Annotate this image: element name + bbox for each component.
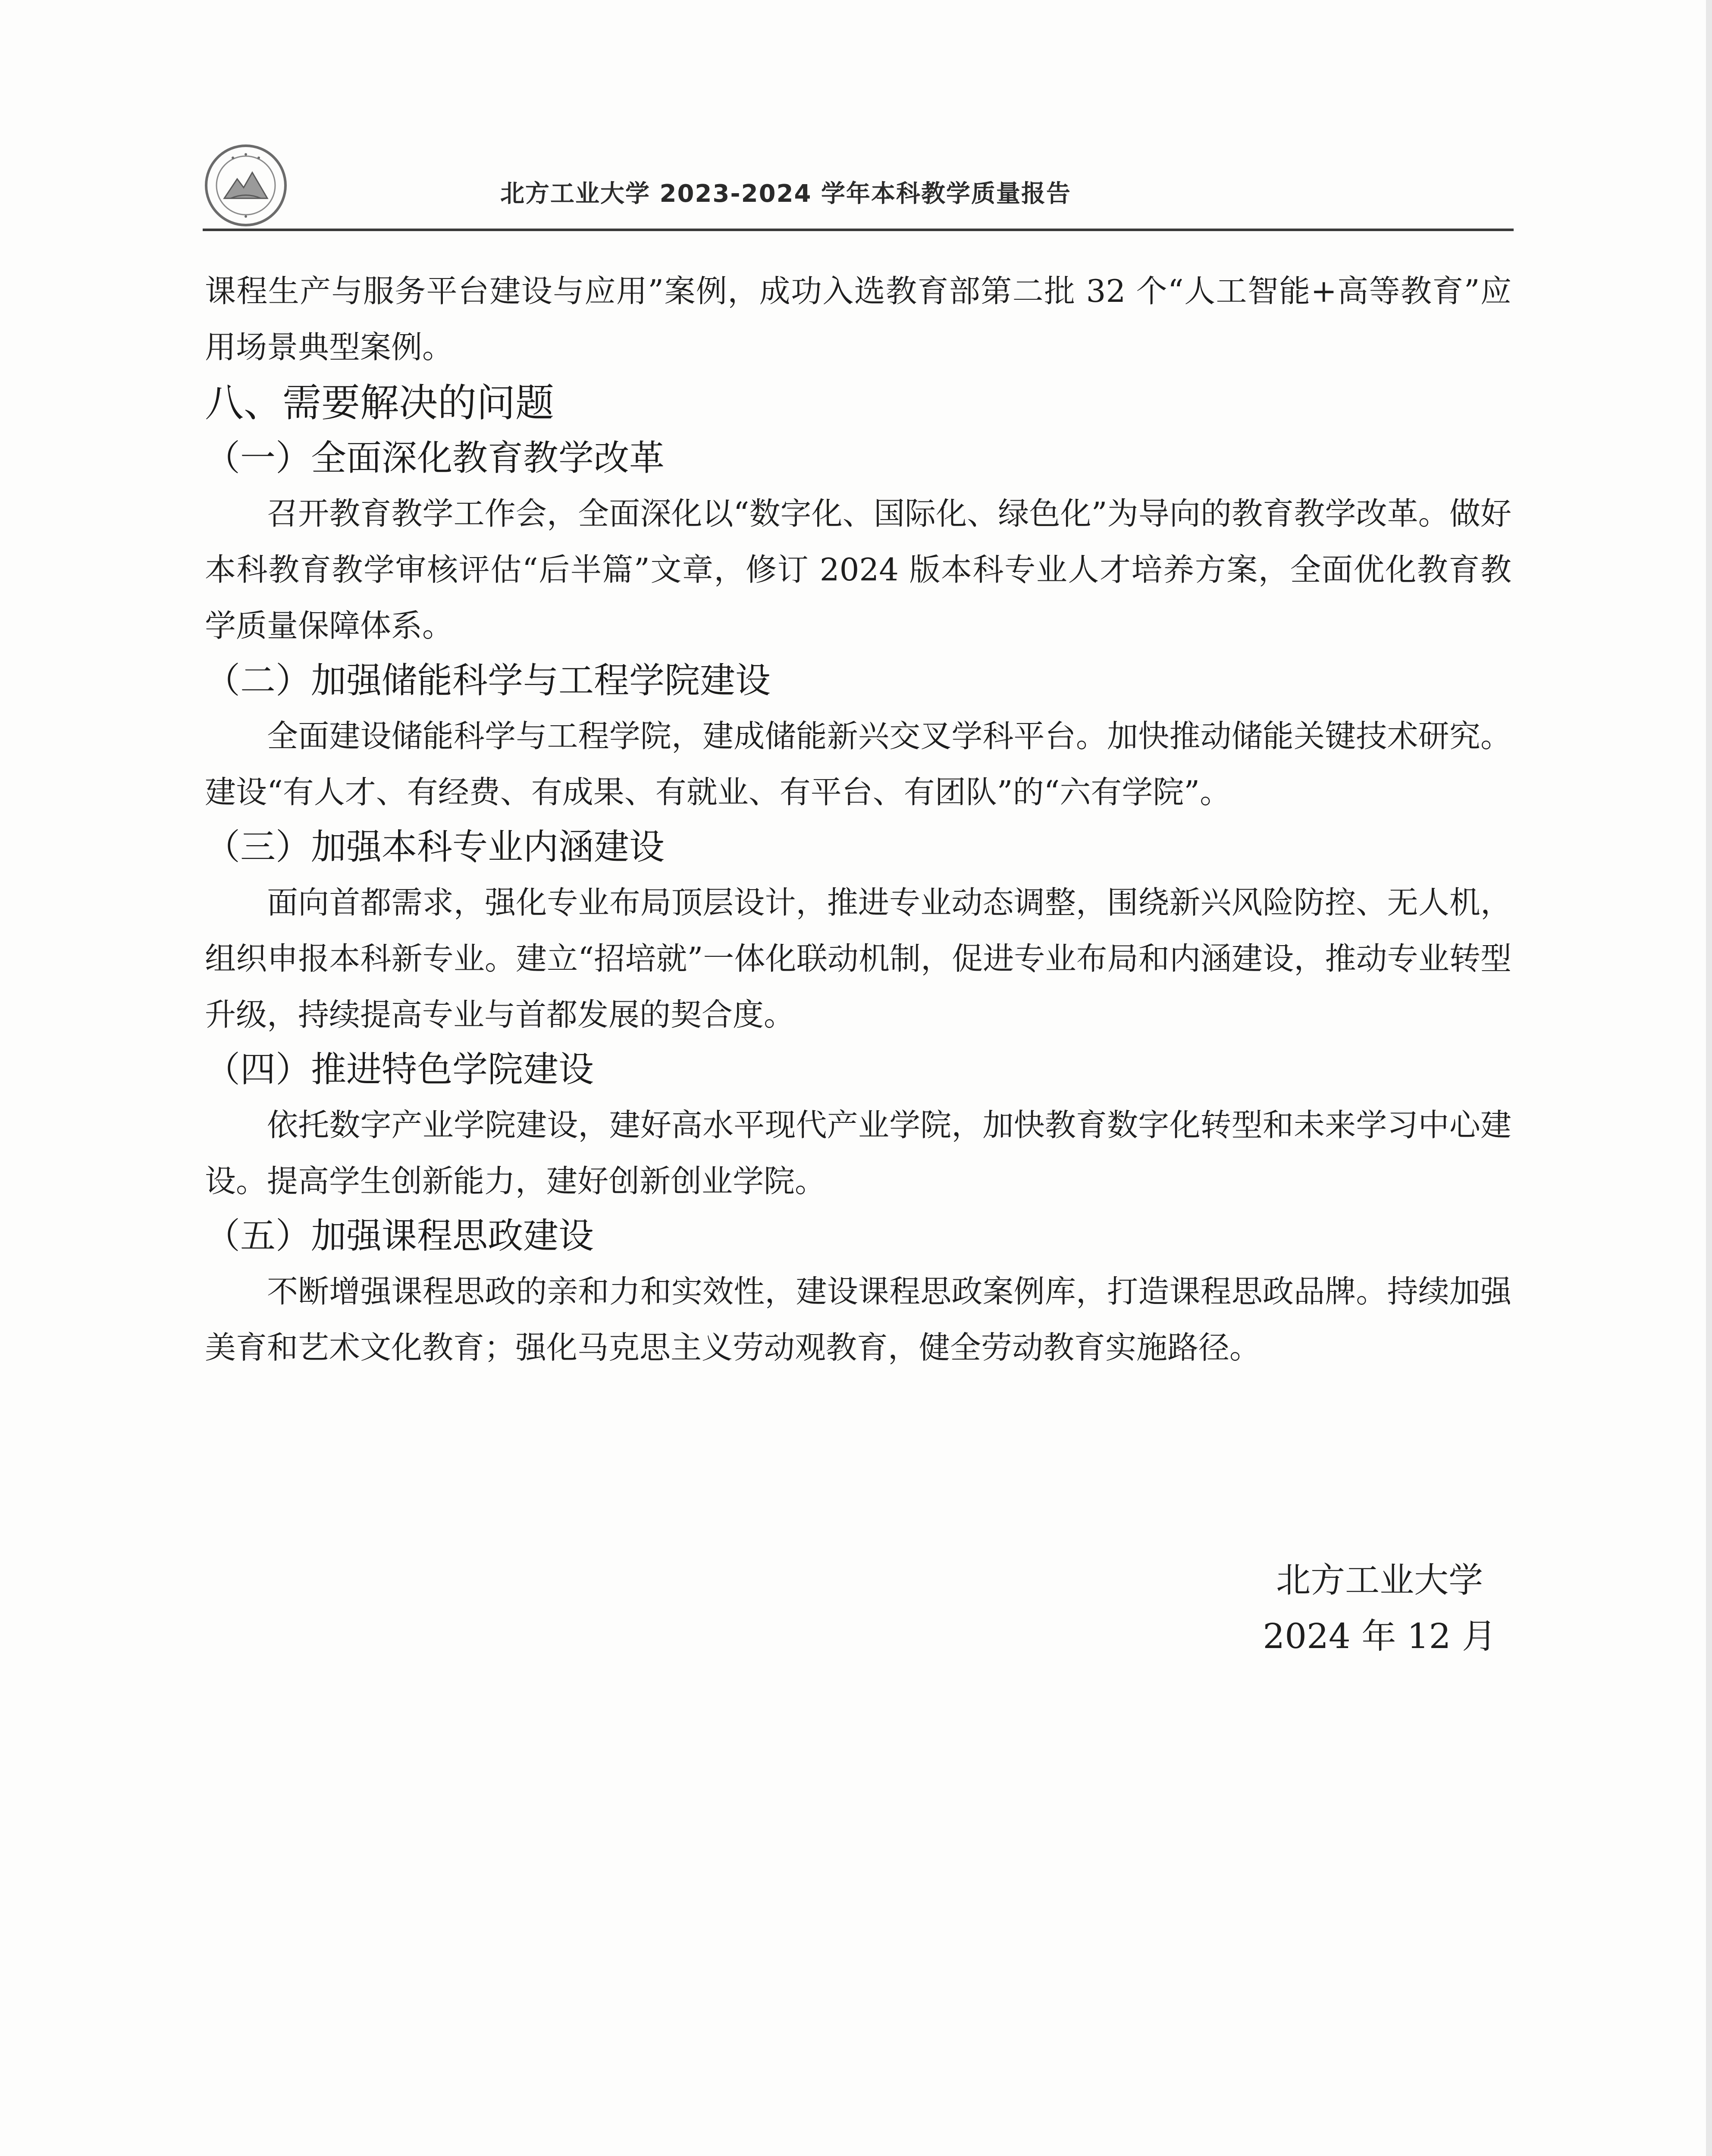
scan-edge [1706,0,1712,2156]
subsection-paragraph-4: 依托数字产业学院建设，建好高水平现代产业学院，加快教育数字化转型和未来学习中心建设。提高学生创新能力，建好创新创业学院。 [205,1107,1511,1199]
continuation-paragraph: 课程生产与服务平台建设与应用”案例，成功入选教育部第二批 32 个“人工智能+高等教育”应用场景典型案例。 [205,273,1511,365]
subsection-heading-5: （五）加强课程思政建设 [205,1216,594,1257]
subsection-paragraph-3: 面向首都需求，强化专业布局顶层设计，推进专业动态调整，围绕新兴风险防控、无人机，组织申报本科新专业。建立“招培就”一体化联动机制，促进专业布局和内涵建设，推动专业转型升级，持续提高专业与首都发展的契合度。 [205,884,1511,1033]
subsection-paragraph-1: 召开教育教学工作会，全面深化以“数字化、国际化、绿色化”为导向的教育教学改革。做好本科教育教学审核评估“后半篇”文章，修订 2024 版本科专业人才培养方案，全面优化教育教学质量保障体系。 [205,495,1511,644]
subsection-paragraph-5: 不断增强课程思政的亲和力和实效性，建设课程思政案例库，打造课程思政品牌。持续加强美育和艺术文化教育；强化马克思主义劳动观教育，健全劳动教育实施路径。 [205,1273,1511,1366]
subsection-heading-4: （四）推进特色学院建设 [205,1049,594,1090]
university-seal-icon [203,142,289,229]
signature-organization: 北方工业大学 [1276,1560,1483,1600]
report-body [205,263,1511,1376]
section-heading: 八、需要解决的问题 [205,380,554,426]
signature-date: 2024 年 12 月 [1263,1616,1496,1656]
header-divider [203,229,1514,231]
subsection-heading-2: （二）加强储能科学与工程学院建设 [205,660,771,701]
subsection-heading-1: （一）全面深化教育教学改革 [205,438,665,479]
signature-block [1263,1552,1496,1664]
subsection-heading-3: （三）加强本科专业内涵建设 [205,827,665,868]
report-header-title: 北方工业大学 2023-2024 学年本科教学质量报告 [500,180,1071,208]
subsection-paragraph-2: 全面建设储能科学与工程学院，建成储能新兴交叉学科平台。加快推动储能关键技术研究。建设“有人才、有经费、有成果、有就业、有平台、有团队”的“六有学院”。 [205,718,1511,810]
